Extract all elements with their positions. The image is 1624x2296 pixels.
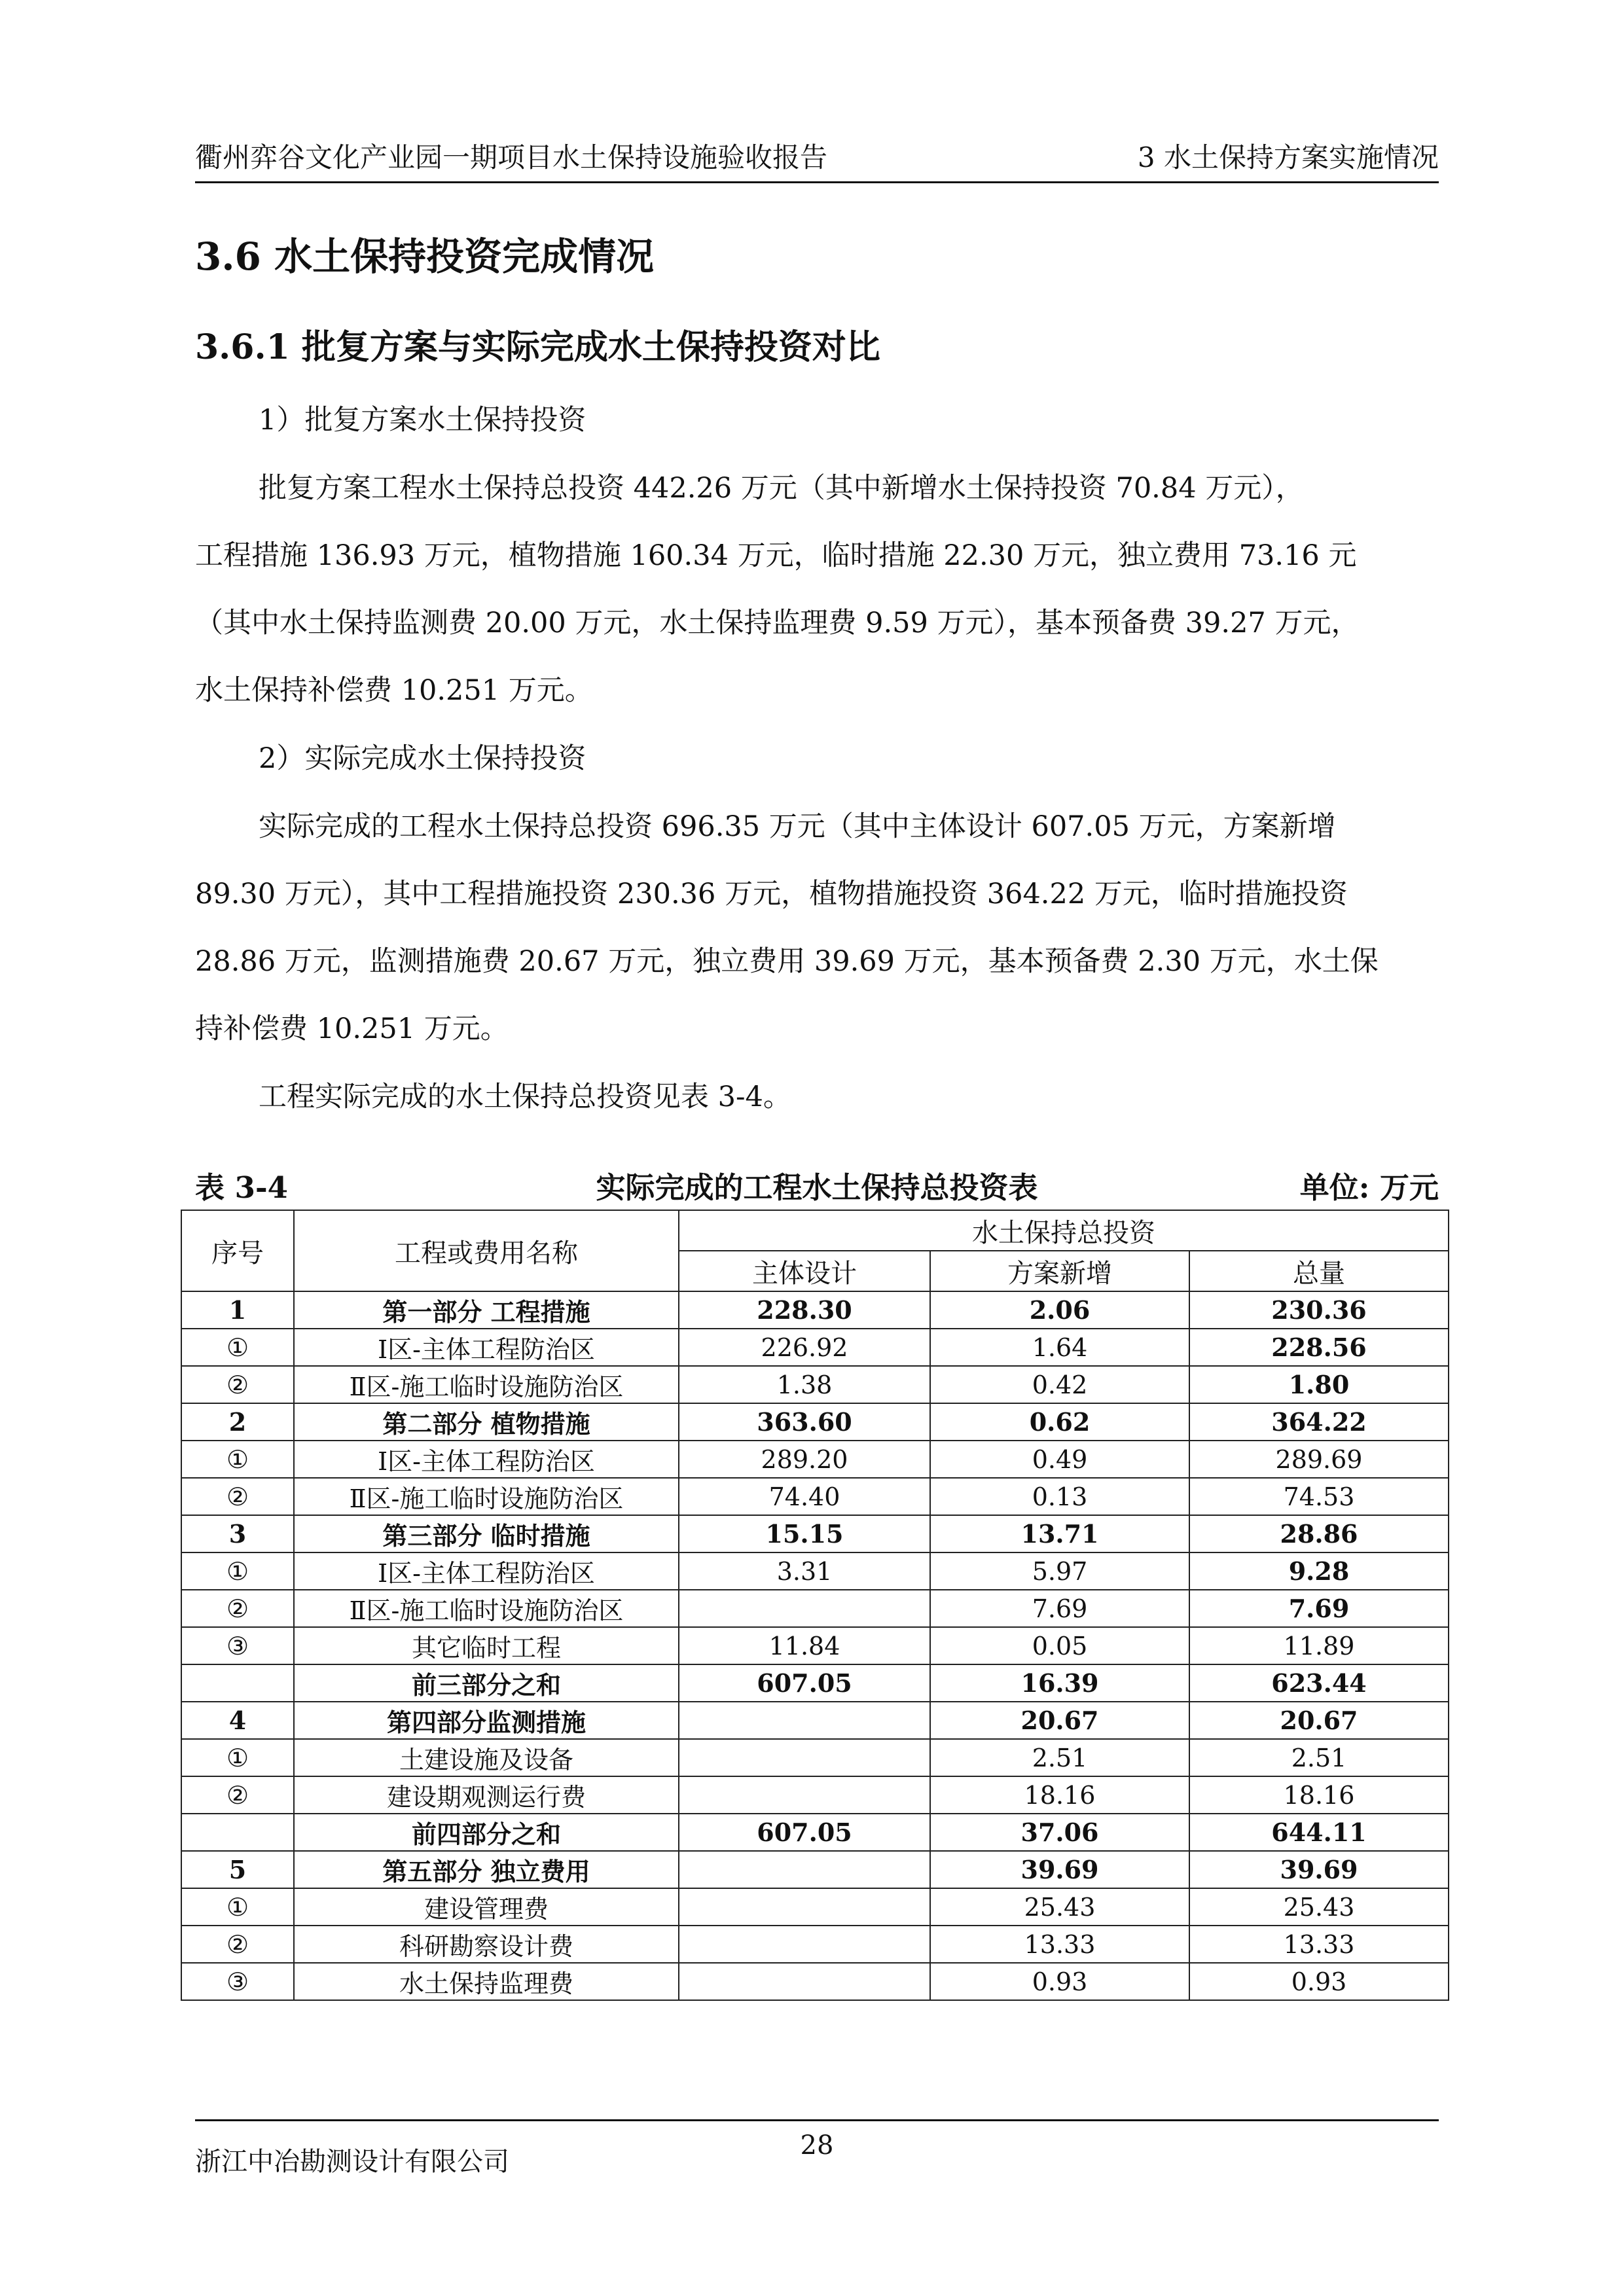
cell-total: 25.43 bbox=[1189, 1888, 1449, 1926]
cell-name: 前三部分之和 bbox=[294, 1664, 679, 1702]
body-line: 水土保持补偿费 10.251 万元。 bbox=[195, 674, 593, 707]
cell-main-design: 3.31 bbox=[679, 1552, 930, 1590]
cell-total: 18.16 bbox=[1189, 1776, 1449, 1814]
cell-total: 20.67 bbox=[1189, 1702, 1449, 1739]
cell-no: ② bbox=[181, 1478, 294, 1515]
cell-total: 364.22 bbox=[1189, 1403, 1449, 1441]
header-group: 水土保持总投资 bbox=[679, 1210, 1449, 1251]
section-title: 3.6 水土保持投资完成情况 bbox=[195, 234, 655, 279]
header-plan-added: 方案新增 bbox=[930, 1251, 1189, 1291]
table-row bbox=[181, 1552, 1449, 1590]
cell-plan-added: 0.05 bbox=[930, 1627, 1189, 1664]
cell-total: 228.56 bbox=[1189, 1329, 1449, 1366]
cell-no: ① bbox=[181, 1739, 294, 1776]
subheading-approved-plan: 1）批复方案水土保持投资 bbox=[259, 404, 586, 437]
cell-main-design: 11.84 bbox=[679, 1627, 930, 1664]
cell-name: 第五部分 独立费用 bbox=[294, 1851, 679, 1888]
cell-name: Ⅱ区-施工临时设施防治区 bbox=[294, 1590, 679, 1627]
cell-total: 230.36 bbox=[1189, 1291, 1449, 1329]
cell-main-design bbox=[679, 1888, 930, 1926]
table-row bbox=[181, 1403, 1449, 1441]
cell-plan-added: 13.71 bbox=[930, 1515, 1189, 1552]
cell-total: 623.44 bbox=[1189, 1664, 1449, 1702]
cell-total: 74.53 bbox=[1189, 1478, 1449, 1515]
cell-total: 1.80 bbox=[1189, 1366, 1449, 1403]
cell-name: 土建设施及设备 bbox=[294, 1739, 679, 1776]
cell-plan-added: 5.97 bbox=[930, 1552, 1189, 1590]
cell-plan-added: 20.67 bbox=[930, 1702, 1189, 1739]
cell-main-design: 607.05 bbox=[679, 1664, 930, 1702]
cell-name: 第三部分 临时措施 bbox=[294, 1515, 679, 1552]
cell-no: ① bbox=[181, 1888, 294, 1926]
table-title: 实际完成的工程水土保持总投资表 bbox=[596, 1170, 1038, 1205]
header-report-title: 衢州弈谷文化产业园一期项目水土保持设施验收报告 bbox=[195, 141, 828, 173]
cell-plan-added: 39.69 bbox=[930, 1851, 1189, 1888]
body-line: 批复方案工程水土保持总投资 442.26 万元（其中新增水土保持投资 70.84 万元）， bbox=[259, 472, 1304, 505]
cell-no: ① bbox=[181, 1329, 294, 1366]
cell-total: 39.69 bbox=[1189, 1851, 1449, 1888]
header-name: 工程或费用名称 bbox=[294, 1210, 679, 1291]
cell-no: ② bbox=[181, 1926, 294, 1963]
cell-no: ① bbox=[181, 1441, 294, 1478]
table-row bbox=[181, 1926, 1449, 1963]
header-total: 总量 bbox=[1189, 1251, 1449, 1291]
footer-company: 浙江中冶勘测设计有限公司 bbox=[195, 2147, 509, 2177]
cell-plan-added: 13.33 bbox=[930, 1926, 1189, 1963]
cell-name: Ⅰ区-主体工程防治区 bbox=[294, 1329, 679, 1366]
header-chapter-title: 3 水土保持方案实施情况 bbox=[1137, 141, 1439, 173]
investment-table bbox=[181, 1210, 1449, 2001]
cell-plan-added: 18.16 bbox=[930, 1776, 1189, 1814]
cell-no: ② bbox=[181, 1366, 294, 1403]
cell-no: ③ bbox=[181, 1963, 294, 2000]
table-row bbox=[181, 1291, 1449, 1329]
cell-no: 3 bbox=[181, 1515, 294, 1552]
subsection-title: 3.6.1 批复方案与实际完成水土保持投资对比 bbox=[195, 327, 880, 367]
cell-total: 289.69 bbox=[1189, 1441, 1449, 1478]
page-footer bbox=[195, 2119, 1439, 2177]
header-no: 序号 bbox=[181, 1210, 294, 1291]
cell-name: Ⅱ区-施工临时设施防治区 bbox=[294, 1366, 679, 1403]
cell-total: 2.51 bbox=[1189, 1739, 1449, 1776]
cell-main-design bbox=[679, 1926, 930, 1963]
cell-plan-added: 25.43 bbox=[930, 1888, 1189, 1926]
cell-name: 建设管理费 bbox=[294, 1888, 679, 1926]
cell-main-design bbox=[679, 1851, 930, 1888]
cell-plan-added: 0.13 bbox=[930, 1478, 1189, 1515]
cell-plan-added: 0.62 bbox=[930, 1403, 1189, 1441]
table-row bbox=[181, 1851, 1449, 1888]
cell-no: 4 bbox=[181, 1702, 294, 1739]
cell-plan-added: 16.39 bbox=[930, 1664, 1189, 1702]
table-row bbox=[181, 1515, 1449, 1552]
table-number: 表 3-4 bbox=[195, 1170, 288, 1205]
cell-main-design: 15.15 bbox=[679, 1515, 930, 1552]
cell-total: 13.33 bbox=[1189, 1926, 1449, 1963]
cell-main-design bbox=[679, 1590, 930, 1627]
table-row bbox=[181, 1776, 1449, 1814]
cell-main-design: 363.60 bbox=[679, 1403, 930, 1441]
cell-total: 7.69 bbox=[1189, 1590, 1449, 1627]
cell-main-design bbox=[679, 1776, 930, 1814]
cell-plan-added: 0.93 bbox=[930, 1963, 1189, 2000]
table-row bbox=[181, 1478, 1449, 1515]
cell-name: 前四部分之和 bbox=[294, 1814, 679, 1851]
body-line: 持补偿费 10.251 万元。 bbox=[195, 1013, 509, 1045]
table-row bbox=[181, 1329, 1449, 1366]
cell-name: 建设期观测运行费 bbox=[294, 1776, 679, 1814]
cell-plan-added: 0.42 bbox=[930, 1366, 1189, 1403]
table-row bbox=[181, 1664, 1449, 1702]
cell-plan-added: 0.49 bbox=[930, 1441, 1189, 1478]
cell-main-design: 228.30 bbox=[679, 1291, 930, 1329]
table-row bbox=[181, 1366, 1449, 1403]
table-row bbox=[181, 1702, 1449, 1739]
cell-no: 1 bbox=[181, 1291, 294, 1329]
cell-main-design: 289.20 bbox=[679, 1441, 930, 1478]
table-row bbox=[181, 1814, 1449, 1851]
cell-main-design: 1.38 bbox=[679, 1366, 930, 1403]
cell-plan-added: 2.06 bbox=[930, 1291, 1189, 1329]
cell-name: Ⅰ区-主体工程防治区 bbox=[294, 1441, 679, 1478]
header-main-design: 主体设计 bbox=[679, 1251, 930, 1291]
table-reference-line: 工程实际完成的水土保持总投资见表 3-4。 bbox=[259, 1081, 791, 1113]
cell-main-design bbox=[679, 1963, 930, 2000]
cell-no bbox=[181, 1814, 294, 1851]
body-line: 实际完成的工程水土保持总投资 696.35 万元（其中主体设计 607.05 万元，方案新增 bbox=[259, 810, 1336, 843]
table-caption bbox=[195, 1164, 1439, 1204]
cell-plan-added: 2.51 bbox=[930, 1739, 1189, 1776]
cell-total: 28.86 bbox=[1189, 1515, 1449, 1552]
cell-main-design bbox=[679, 1739, 930, 1776]
table-row bbox=[181, 1627, 1449, 1664]
cell-total: 0.93 bbox=[1189, 1963, 1449, 2000]
cell-name: 科研勘察设计费 bbox=[294, 1926, 679, 1963]
table-row bbox=[181, 1441, 1449, 1478]
cell-no: ② bbox=[181, 1776, 294, 1814]
cell-total: 9.28 bbox=[1189, 1552, 1449, 1590]
cell-plan-added: 7.69 bbox=[930, 1590, 1189, 1627]
table-row bbox=[181, 1739, 1449, 1776]
cell-no: ② bbox=[181, 1590, 294, 1627]
cell-no: 5 bbox=[181, 1851, 294, 1888]
cell-name: 第一部分 工程措施 bbox=[294, 1291, 679, 1329]
cell-main-design: 226.92 bbox=[679, 1329, 930, 1366]
body-line: 工程措施 136.93 万元，植物措施 160.34 万元，临时措施 22.30 万元，独立费用 73.16 元 bbox=[195, 539, 1357, 572]
cell-name: Ⅱ区-施工临时设施防治区 bbox=[294, 1478, 679, 1515]
cell-plan-added: 37.06 bbox=[930, 1814, 1189, 1851]
table-row bbox=[181, 1963, 1449, 2000]
cell-name: 水土保持监理费 bbox=[294, 1963, 679, 2000]
table-unit: 单位: 万元 bbox=[1299, 1170, 1439, 1205]
cell-main-design bbox=[679, 1702, 930, 1739]
cell-name: 第二部分 植物措施 bbox=[294, 1403, 679, 1441]
cell-total: 11.89 bbox=[1189, 1627, 1449, 1664]
cell-no: ③ bbox=[181, 1627, 294, 1664]
cell-no bbox=[181, 1664, 294, 1702]
table-row bbox=[181, 1888, 1449, 1926]
table-row bbox=[181, 1590, 1449, 1627]
page-number: 28 bbox=[800, 2130, 834, 2161]
body-line: 89.30 万元），其中工程措施投资 230.36 万元，植物措施投资 364.22 万元，临时措施投资 bbox=[195, 878, 1348, 910]
cell-name: 第四部分监测措施 bbox=[294, 1702, 679, 1739]
cell-main-design: 607.05 bbox=[679, 1814, 930, 1851]
cell-name: 其它临时工程 bbox=[294, 1627, 679, 1664]
cell-total: 644.11 bbox=[1189, 1814, 1449, 1851]
cell-no: ① bbox=[181, 1552, 294, 1590]
cell-no: 2 bbox=[181, 1403, 294, 1441]
subheading-actual-completion: 2）实际完成水土保持投资 bbox=[259, 742, 586, 775]
page-header bbox=[195, 134, 1439, 183]
cell-name: Ⅰ区-主体工程防治区 bbox=[294, 1552, 679, 1590]
body-line: 28.86 万元，监测措施费 20.67 万元，独立费用 39.69 万元，基本预备费 2.30 万元，水土保 bbox=[195, 945, 1379, 978]
cell-plan-added: 1.64 bbox=[930, 1329, 1189, 1366]
cell-main-design: 74.40 bbox=[679, 1478, 930, 1515]
body-line: （其中水土保持监测费 20.00 万元，水土保持监理费 9.59 万元），基本预备费 39.27 万元， bbox=[195, 607, 1360, 639]
